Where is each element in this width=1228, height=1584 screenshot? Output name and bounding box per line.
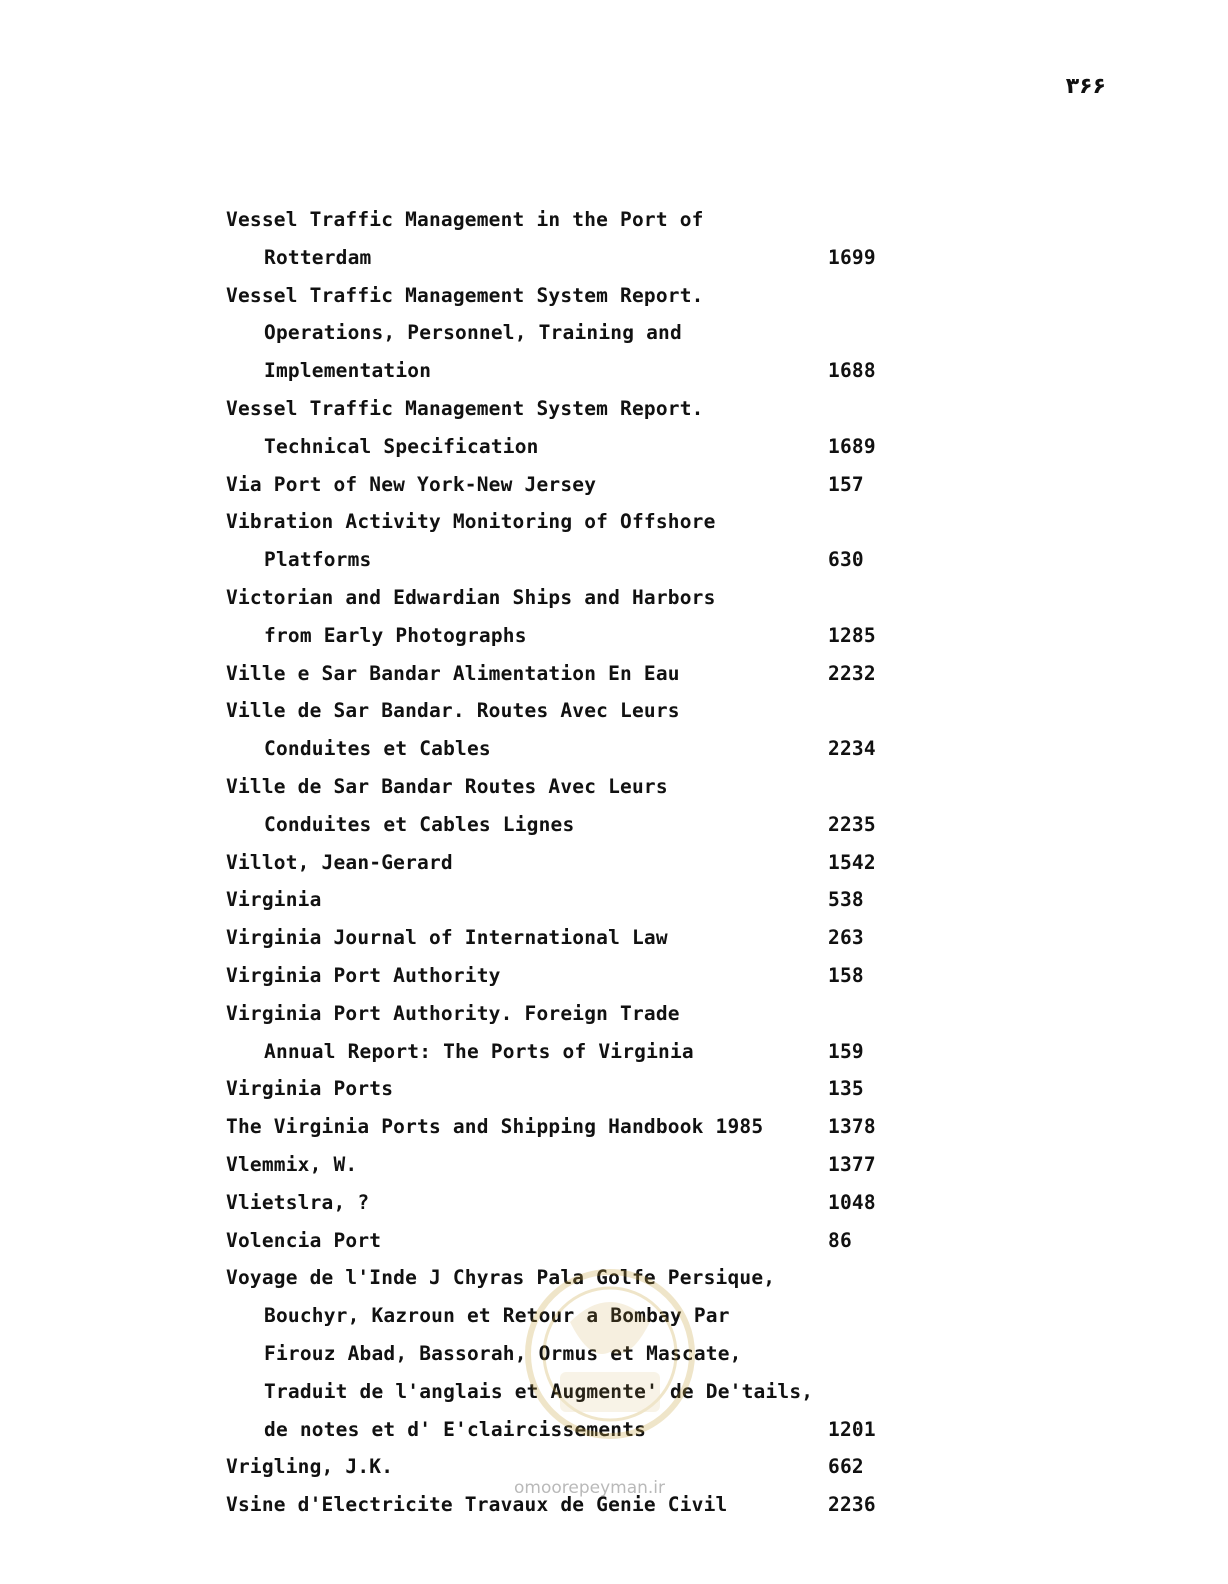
entry-page: 157 <box>828 472 864 496</box>
entry-page: 2235 <box>828 812 876 836</box>
entry-text: Technical Specification <box>264 434 539 458</box>
entry-text: Vessel Traffic Management System Report. <box>226 283 704 307</box>
index-row <box>226 201 906 239</box>
entry-text: Virginia Port Authority <box>226 963 501 987</box>
index-row <box>226 1373 906 1411</box>
entry-text: Ville e Sar Bandar Alimentation En Eau <box>226 661 680 685</box>
index-row <box>226 1335 906 1373</box>
index-row <box>226 579 906 617</box>
entry-page: 86 <box>828 1228 852 1252</box>
index-row <box>226 1070 906 1108</box>
entry-page: 159 <box>828 1039 864 1063</box>
entry-text: Vlietslra, ? <box>226 1190 370 1214</box>
entry-text: Villot, Jean-Gerard <box>226 850 453 874</box>
entry-page: 135 <box>828 1077 864 1101</box>
entry-page: 1285 <box>828 623 876 647</box>
entry-text: Via Port of New York-New Jersey <box>226 472 597 496</box>
index-row <box>226 1146 906 1184</box>
entry-page: 1699 <box>828 245 876 269</box>
entry-text: Virginia Port Authority. Foreign Trade <box>226 1001 680 1025</box>
index-row <box>226 1184 906 1222</box>
entry-text: Annual Report: The Ports of Virginia <box>264 1039 694 1063</box>
entry-page: 1377 <box>828 1152 876 1176</box>
entry-page: 1542 <box>828 850 876 874</box>
entry-text: The Virginia Ports and Shipping Handbook 1985 <box>226 1115 764 1139</box>
entry-page: 1201 <box>828 1417 876 1441</box>
index-row <box>226 957 906 995</box>
index-row <box>226 1411 906 1449</box>
entry-text: Ville de Sar Bandar Routes Avec Leurs <box>226 774 668 798</box>
entry-text: Vrigling, J.K. <box>226 1455 394 1479</box>
entry-text: Virginia Journal of International Law <box>226 926 668 950</box>
index-row <box>226 1108 906 1146</box>
entry-text: de notes et d' E'claircissements <box>264 1417 647 1441</box>
index-row <box>226 352 906 390</box>
entry-text: Vlemmix, W. <box>226 1152 358 1176</box>
entry-text: Vibration Activity Monitoring of Offshore <box>226 510 716 534</box>
entry-text: Ville de Sar Bandar. Routes Avec Leurs <box>226 699 680 723</box>
index-row <box>226 806 906 844</box>
index-row <box>226 1486 906 1524</box>
entry-text: Traduit de l'anglais et Augmente' de De'tails, <box>264 1379 814 1403</box>
index-row <box>226 1259 906 1297</box>
entry-page: 2234 <box>828 737 876 761</box>
index-row <box>226 919 906 957</box>
entry-page: 2236 <box>828 1493 876 1517</box>
entry-page: 662 <box>828 1455 864 1479</box>
entry-text: Firouz Abad, Bassorah, Ormus et Mascate, <box>264 1341 742 1365</box>
entry-text: Conduites et Cables Lignes <box>264 812 575 836</box>
index-row <box>226 390 906 428</box>
entry-text: Conduites et Cables <box>264 737 491 761</box>
index-row <box>226 503 906 541</box>
entry-text: Bouchyr, Kazroun et Retour a Bombay Par <box>264 1304 730 1328</box>
index-row <box>226 730 906 768</box>
entry-page: 1378 <box>828 1115 876 1139</box>
entry-text: Vsine d'Electricite Travaux de Genie Civil <box>226 1493 728 1517</box>
entry-text: Victorian and Edwardian Ships and Harbors <box>226 585 716 609</box>
index-row <box>226 541 906 579</box>
entry-text: Voyage de l'Inde J Chyras Pala Golfe Persique, <box>226 1266 776 1290</box>
entry-text: Vessel Traffic Management in the Port of <box>226 208 704 231</box>
index-row <box>226 1297 906 1335</box>
entry-text: Implementation <box>264 359 432 383</box>
entry-page: 630 <box>828 548 864 572</box>
index-list <box>226 201 906 1524</box>
index-row <box>226 277 906 315</box>
entry-text: Platforms <box>264 548 372 572</box>
index-row <box>226 768 906 806</box>
index-row <box>226 881 906 919</box>
entry-text: Rotterdam <box>264 245 372 269</box>
entry-page: 158 <box>828 963 864 987</box>
index-row <box>226 692 906 730</box>
index-row <box>226 995 906 1033</box>
entry-page: 538 <box>828 888 864 912</box>
index-row <box>226 428 906 466</box>
index-row <box>226 844 906 882</box>
index-row <box>226 1033 906 1071</box>
index-row <box>226 466 906 504</box>
page-number: ۳۶۶ <box>1065 74 1106 99</box>
entry-text: Virginia <box>226 888 322 912</box>
entry-text: Virginia Ports <box>226 1077 394 1101</box>
index-row <box>226 1448 906 1486</box>
entry-page: 2232 <box>828 661 876 685</box>
index-row <box>226 617 906 655</box>
entry-page: 263 <box>828 926 864 950</box>
entry-page: 1048 <box>828 1190 876 1214</box>
entry-page: 1689 <box>828 434 876 458</box>
watermark-text: omoorepeyman.ir <box>514 1478 666 1498</box>
entry-text: Vessel Traffic Management System Report. <box>226 396 704 420</box>
entry-text: Operations, Personnel, Training and <box>264 321 682 345</box>
index-row <box>226 655 906 693</box>
entry-text: from Early Photographs <box>264 623 527 647</box>
index-row <box>226 314 906 352</box>
index-row <box>226 1222 906 1260</box>
entry-text: Volencia Port <box>226 1228 382 1252</box>
entry-page: 1688 <box>828 359 876 383</box>
index-row <box>226 239 906 277</box>
